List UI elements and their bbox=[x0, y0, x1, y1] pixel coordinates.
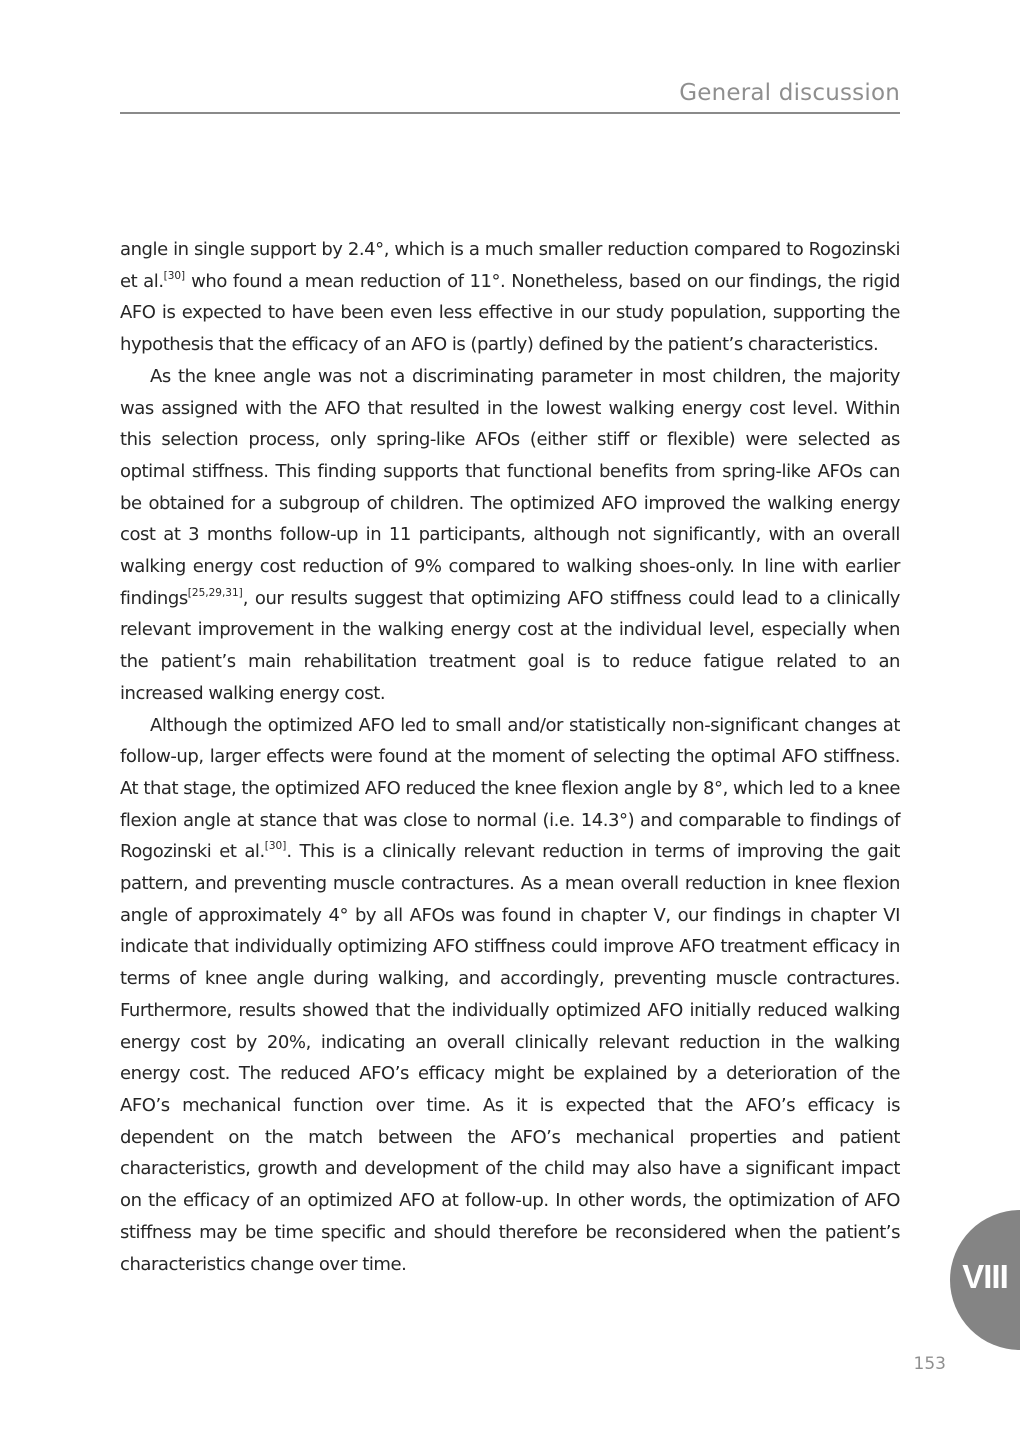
paragraph-text: . This is a clinically relevant reduction in terms of improving the gait pattern, and preventing muscle contractures. As a mean overall reduction in knee flexion angle of approximately 4° by all AFOs was found in chapter V, our findings in chapter VI indicate that individually optimizing AFO stiffness could improve AFO treatment efficacy in terms of knee angle during walking, and accordingly, preventing muscle contractures. Furthermore, results showed that the individually optimized AFO initially reduced walking energy cost by 20%, indicating an overall clinically relevant reduction in the walking energy cost. The reduced AFO’s efficacy might be explained by a deterioration of the AFO’s mechanical function over time. As it is expected that the AFO’s efficacy is dependent on the match between the AFO’s mechanical properties and patient characteristics, growth and development of the child may also have a significant impact on the efficacy of an optimized AFO at follow-up. In other words, the optimization of AFO stiffness may be time specific and should therefore be reconsidered when the patient’s characteristics change over time. bbox=[120, 841, 900, 1275]
citation: [25,29,31] bbox=[187, 586, 243, 599]
running-title: General discussion bbox=[679, 80, 900, 106]
paragraph-text: angle in single support by 2.4°, which is a much smaller reduction compared to Rogozinski et al. bbox=[120, 239, 900, 292]
paragraph bbox=[120, 361, 900, 710]
paragraph-text: , our results suggest that optimizing AFO stiffness could lead to a clinically relevant improvement in the walking energy cost at the individual level, especially when the patient’s main rehabilitation treatment goal is to reduce fatigue related to an increased walking energy cost. bbox=[120, 587, 900, 704]
chapter-tab-label: VIII bbox=[962, 1258, 1008, 1295]
body-text bbox=[120, 234, 900, 1280]
paragraph-text: Although the optimized AFO led to small and/or statistically non-significant changes at follow-up, larger effects were found at the moment of selecting the optimal AFO stiffness. At that stage, the optimized AFO reduced the knee flexion angle by 8°, which led to a knee flexion angle at stance that was close to normal (i.e. 14.3°) and comparable to findings of Rogozinski et al. bbox=[120, 714, 900, 863]
paragraph-text: As the knee angle was not a discriminating parameter in most children, the majority was assigned with the AFO that resulted in the lowest walking energy cost level. Within this selection process, only spring-like AFOs (either stiff or flexible) were selected as optimal stiffness. This finding supports that functional benefits from spring-like AFOs can be obtained for a subgroup of children. The optimized AFO improved the walking energy cost at 3 months follow-up in 11 participants, although not significantly, with an overall walking energy cost reduction of 9% compared to walking shoes-only. In line with earlier findings bbox=[120, 365, 900, 609]
running-header bbox=[120, 80, 900, 114]
paragraph bbox=[120, 234, 900, 361]
paragraph-text: who found a mean reduction of 11°. Nonetheless, based on our findings, the rigid AFO is expected to have been even less effective in our study population, supporting the hypothesis that the efficacy of an AFO is (partly) defined by the patient’s characteristics. bbox=[120, 270, 900, 356]
page-number: 153 bbox=[913, 1354, 946, 1374]
citation: [30] bbox=[264, 840, 287, 853]
citation: [30] bbox=[163, 269, 186, 282]
paragraph bbox=[120, 710, 900, 1281]
